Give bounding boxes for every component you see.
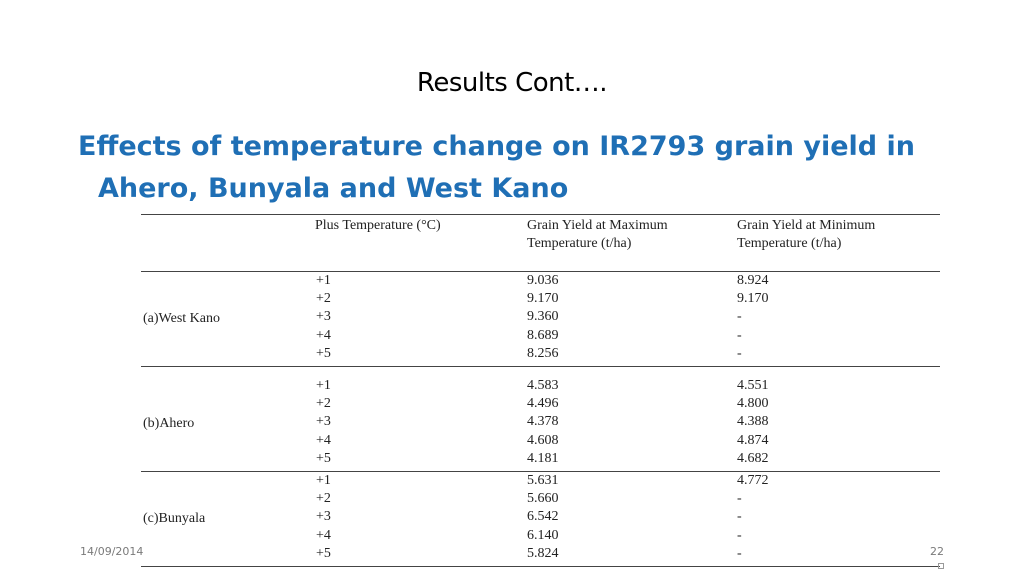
site-name-cell: (b)Ahero	[141, 377, 314, 472]
yield-min-cell: -	[736, 545, 940, 567]
yield-min-cell: -	[737, 327, 742, 343]
slide-subtitle	[78, 126, 958, 210]
plus-temperature-cell: +5	[314, 545, 526, 567]
plus-temperature-cell: +2	[316, 396, 331, 412]
table-row	[141, 272, 940, 291]
yield-max-cell: 4.496	[527, 396, 559, 412]
yield-max-cell: 8.256	[526, 345, 736, 367]
yield-min-cell: -	[737, 509, 742, 525]
yield-min-cell: -	[737, 309, 742, 325]
yield-max-cell: 4.181	[526, 450, 736, 472]
subtitle-line-1: Effects of temperature change on IR2793 grain yield in	[78, 131, 916, 162]
yield-min-cell: 4.388	[737, 414, 769, 430]
site-name-cell: (c)Bunyala	[141, 472, 314, 567]
yield-min-cell: 4.874	[737, 432, 769, 448]
grain-yield-table-container	[141, 214, 940, 567]
plus-temperature-cell: +1	[316, 273, 331, 288]
slide-title: Results Cont….	[416, 68, 608, 98]
table-row	[141, 472, 940, 491]
plus-temperature-cell: +3	[316, 509, 331, 525]
plus-temperature-cell: +5	[314, 450, 526, 472]
yield-max-cell: 4.608	[527, 432, 559, 448]
page-number: 22	[930, 545, 944, 558]
plus-temperature-cell: +2	[316, 291, 331, 307]
yield-min-cell: -	[736, 345, 940, 367]
yield-max-cell: 9.036	[527, 273, 559, 288]
yield-min-cell: -	[737, 527, 742, 543]
plus-temperature-cell: +3	[316, 309, 331, 325]
yield-min-cell: 4.772	[737, 473, 769, 489]
header-plus-temperature: Plus Temperature (°C)	[314, 215, 526, 272]
yield-max-cell: 4.583	[527, 378, 559, 394]
yield-min-cell: -	[737, 491, 742, 507]
site-name-cell: (a)West Kano	[141, 272, 314, 367]
plus-temperature-cell: +5	[314, 345, 526, 367]
plus-temperature-cell: +1	[316, 378, 331, 394]
yield-max-cell: 5.660	[527, 491, 559, 507]
plus-temperature-cell: +4	[316, 527, 331, 543]
subtitle-line-2: Ahero, Bunyala and West Kano	[98, 173, 569, 204]
header-site	[141, 215, 314, 272]
site-group	[141, 472, 940, 567]
yield-min-cell: 8.924	[737, 273, 769, 288]
yield-max-cell: 9.170	[527, 291, 559, 307]
plus-temperature-cell: +4	[316, 327, 331, 343]
yield-max-cell: 5.824	[526, 545, 736, 567]
yield-max-cell: 4.378	[527, 414, 559, 430]
yield-min-cell: 4.682	[736, 450, 940, 472]
yield-min-cell: 4.551	[737, 378, 769, 394]
plus-temperature-cell: +1	[316, 473, 331, 489]
yield-max-cell: 8.689	[527, 327, 559, 343]
yield-max-cell: 6.542	[527, 509, 559, 525]
yield-max-cell: 6.140	[527, 527, 559, 543]
corner-marker-icon	[938, 563, 944, 569]
yield-max-cell: 5.631	[527, 473, 559, 489]
footer-date: 14/09/2014	[80, 545, 144, 558]
site-group	[141, 272, 940, 367]
table-row	[141, 377, 940, 395]
plus-temperature-cell: +3	[316, 414, 331, 430]
site-group	[141, 367, 940, 472]
plus-temperature-cell: +4	[316, 432, 331, 448]
table-header-row	[141, 215, 940, 272]
header-yield-max-temperature: Grain Yield at Maximum Temperature (t/ha)	[526, 215, 736, 272]
yield-max-cell: 9.360	[527, 309, 559, 325]
grain-yield-table	[141, 214, 940, 567]
header-yield-min-temperature: Grain Yield at Minimum Temperature (t/ha)	[736, 215, 940, 272]
yield-min-cell: 4.800	[737, 396, 769, 412]
plus-temperature-cell: +2	[316, 491, 331, 507]
spacer-cell	[141, 367, 940, 378]
yield-min-cell: 9.170	[737, 291, 769, 307]
spacer-row	[141, 367, 940, 378]
